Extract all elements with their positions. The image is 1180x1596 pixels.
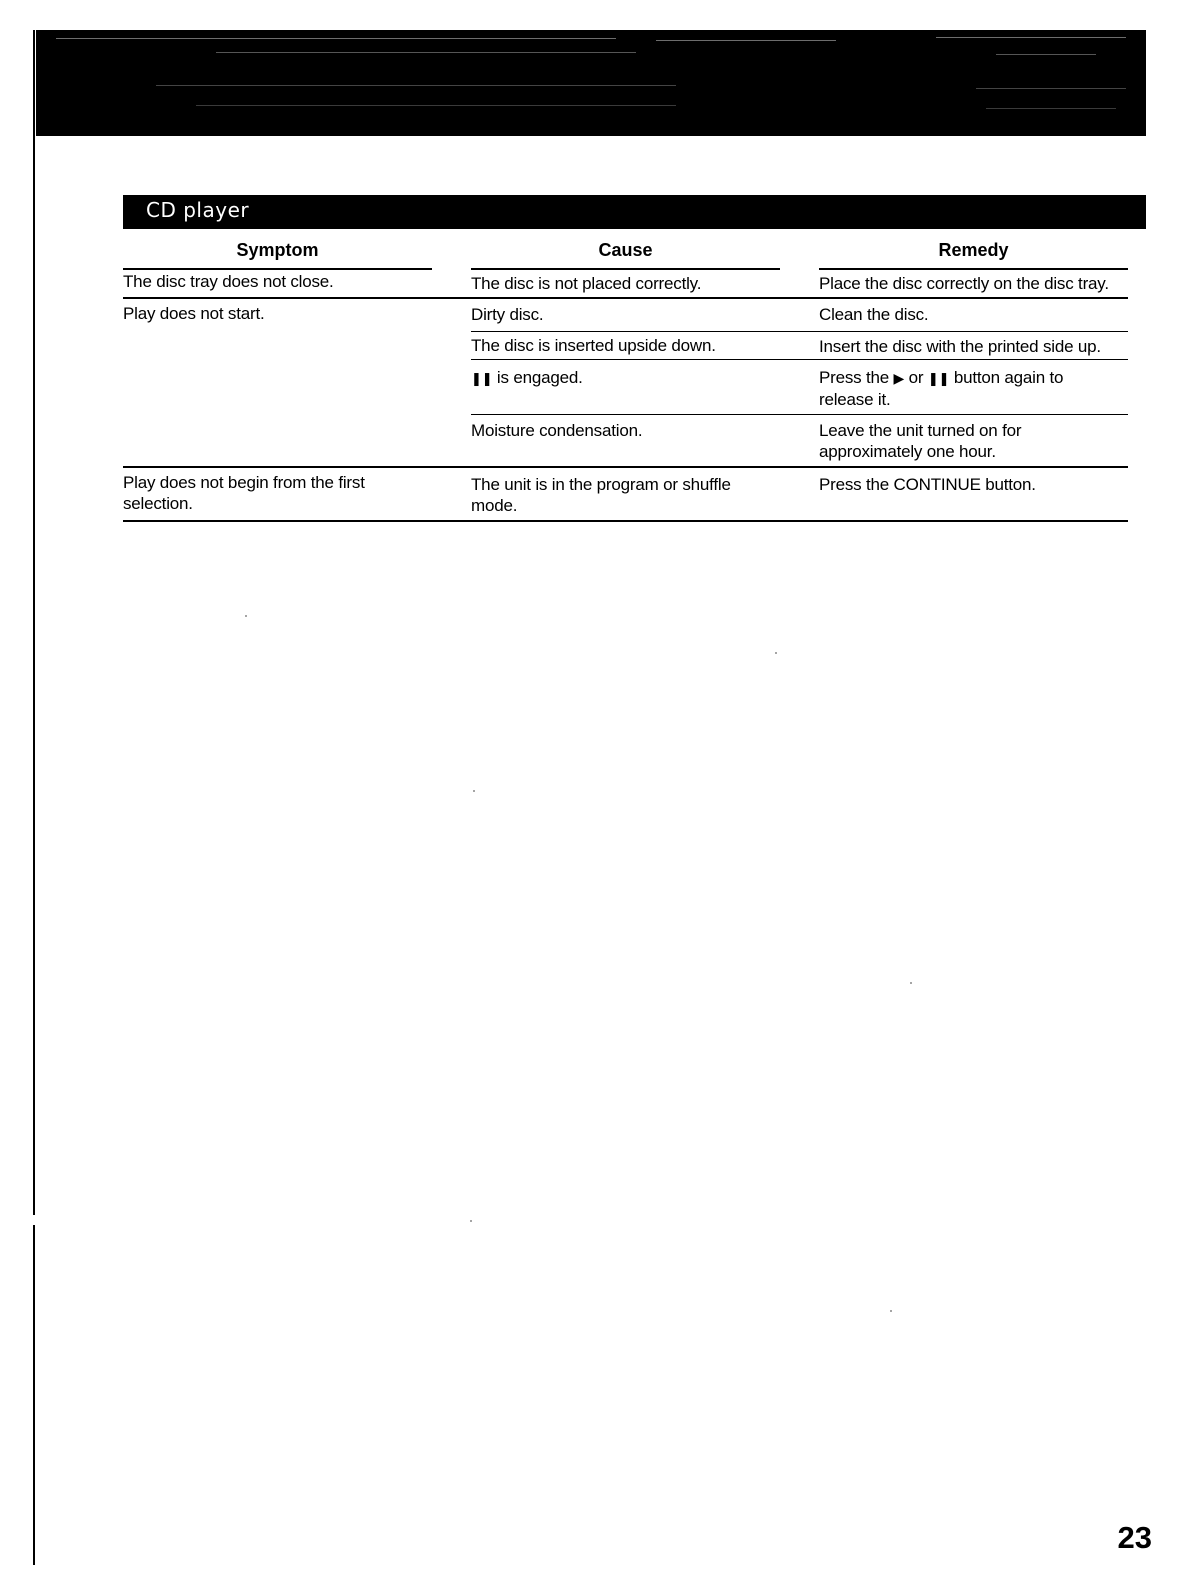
column-header-symptom: Symptom	[123, 240, 432, 270]
remedy-cell: Place the disc correctly on the disc tray.	[819, 274, 1109, 293]
column-header-cause: Cause	[471, 240, 780, 270]
remedy-cell: Clean the disc.	[819, 305, 929, 324]
cause-cell	[471, 367, 583, 389]
left-edge-rule	[33, 30, 35, 1215]
symptom-cell	[123, 472, 365, 514]
table-bottom-rule	[123, 520, 1128, 522]
section-header-bar	[123, 195, 1146, 229]
row-divider	[471, 359, 1128, 360]
left-edge-rule-lower	[33, 1225, 35, 1565]
remedy-text: Press the	[819, 368, 890, 387]
cause-text: The unit is in the program or shuffle	[471, 475, 731, 494]
remedy-cell	[819, 420, 1021, 462]
remedy-text: or	[908, 368, 924, 387]
remedy-text-line2: release it.	[819, 390, 891, 409]
remedy-cell: Press the CONTINUE button.	[819, 475, 1036, 494]
remedy-cell: Insert the disc with the printed side up.	[819, 337, 1101, 356]
cause-text: is engaged.	[496, 368, 583, 387]
remedy-text: button again to	[953, 368, 1064, 387]
pause-icon: ❚❚	[927, 371, 950, 386]
cause-cell: The disc is inserted upside down.	[471, 336, 716, 355]
scan-speck	[910, 982, 912, 984]
cause-cell: Dirty disc.	[471, 305, 544, 324]
section-title: CD player	[146, 198, 250, 222]
scan-speck	[245, 615, 247, 617]
remedy-text: Leave the unit turned on for	[819, 421, 1022, 440]
remedy-text-line2: approximately one hour.	[819, 442, 996, 461]
cause-cell	[471, 474, 731, 516]
row-divider	[471, 331, 1128, 332]
symptom-text: Play does not begin from the first	[123, 473, 365, 492]
cause-cell: Moisture condensation.	[471, 421, 643, 440]
scan-speck	[470, 1220, 472, 1222]
symptom-text-line2: selection.	[123, 494, 193, 513]
column-header-remedy: Remedy	[819, 240, 1128, 270]
symptom-cell: The disc tray does not close.	[123, 272, 334, 291]
pause-icon: ❚❚	[471, 371, 493, 386]
page-number: 23	[1117, 1520, 1152, 1555]
cause-text-line2: mode.	[471, 496, 518, 515]
scan-speck	[775, 652, 777, 654]
scan-speck	[473, 790, 475, 792]
symptom-cell: Play does not start.	[123, 304, 265, 323]
row-divider	[471, 414, 1128, 415]
header-band	[36, 30, 1146, 136]
row-divider	[123, 466, 1128, 468]
remedy-cell	[819, 367, 1063, 410]
scan-speck	[890, 1310, 892, 1312]
row-divider	[123, 297, 1128, 299]
play-icon: ▶	[893, 370, 905, 386]
cause-cell: The disc is not placed correctly.	[471, 274, 702, 293]
